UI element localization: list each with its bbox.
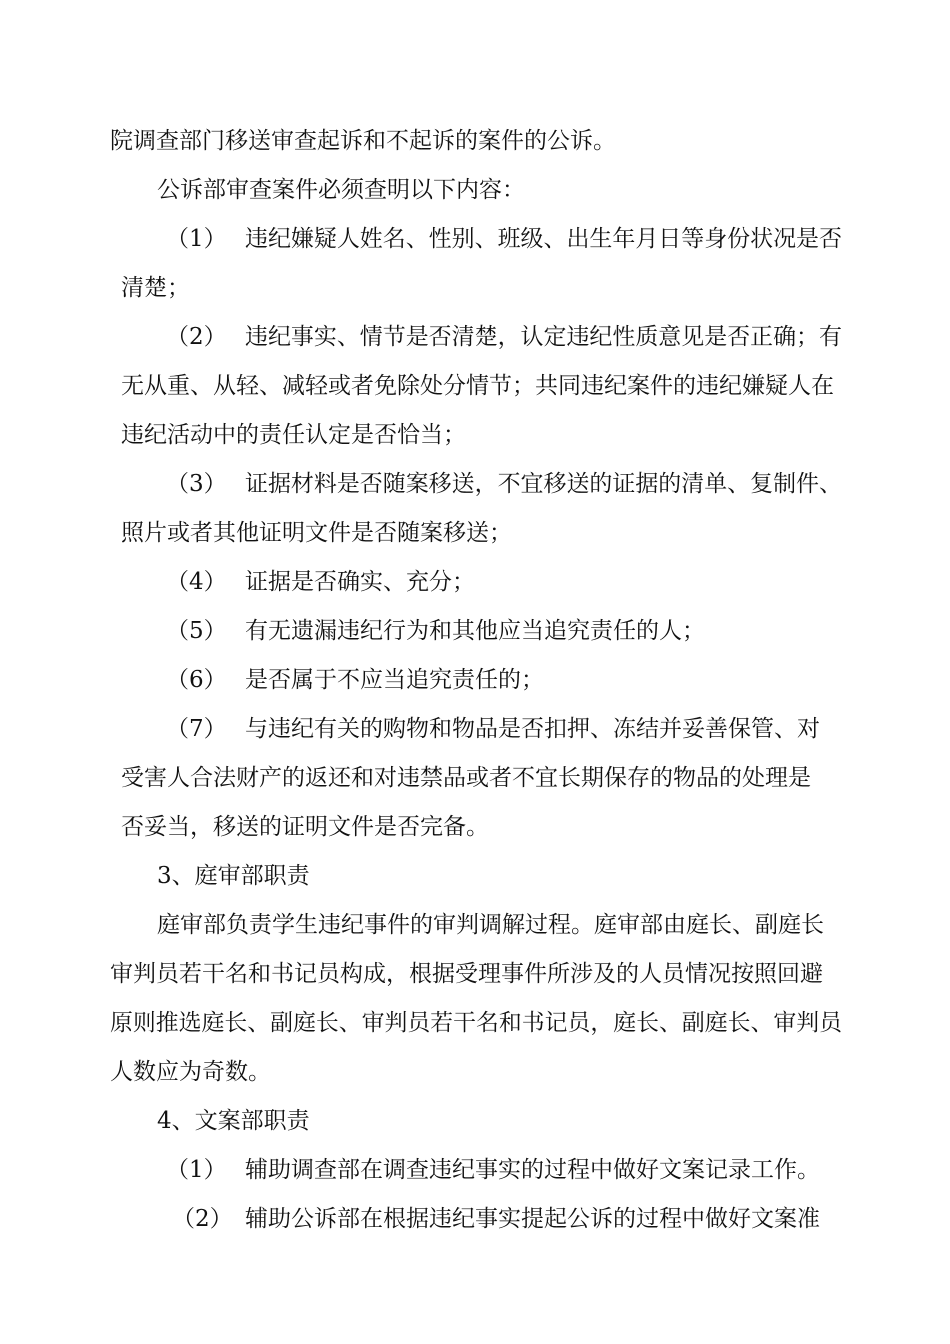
text-line: 清楚； [121,275,190,301]
text-line: 受害人合法财产的返还和对违禁品或者不宜长期保存的物品的处理是 [121,765,811,791]
item-number: （1） [166,1157,227,1183]
item-number: （2） [166,324,227,350]
text-line: 院调查部门移送审查起诉和不起诉的案件的公诉。 [110,128,616,154]
text-line: 证据是否确实、充分； [245,569,475,595]
item-number: （7） [166,716,227,742]
text-line: 无从重、从轻、减轻或者免除处分情节；共同违纪案件的违纪嫌疑人在 [121,373,834,399]
text-line: 违纪嫌疑人姓名、性别、班级、出生年月日等身份状况是否 [245,226,842,252]
text-line: 人数应为奇数。 [110,1059,271,1085]
item-number: （1） [166,226,227,252]
item-number: （5） [166,618,227,644]
text-line: 有无遗漏违纪行为和其他应当追究责任的人； [245,618,705,644]
text-line: 原则推选庭长、副庭长、审判员若干名和书记员，庭长、副庭长、审判员 [110,1010,843,1036]
text-line: 违纪活动中的责任认定是否恰当； [121,422,466,448]
text-line: 公诉部审查案件必须查明以下内容： [157,177,525,203]
text-line: 与违纪有关的购物和物品是否扣押、冻结并妥善保管、对 [245,716,820,742]
text-line: 照片或者其他证明文件是否随案移送； [121,520,512,546]
text-line: 否妥当，移送的证明文件是否完备。 [121,814,489,840]
section-heading: 3、庭审部职责 [157,863,310,889]
text-line: 违纪事实、情节是否清楚，认定违纪性质意见是否正确；有 [245,324,842,350]
item-number: （6） [166,667,227,693]
text-line: 证据材料是否随案移送，不宜移送的证据的清单、复制件、 [245,471,842,497]
text-line: 辅助调查部在调查违纪事实的过程中做好文案记录工作。 [245,1157,820,1183]
text-line: 审判员若干名和书记员构成，根据受理事件所涉及的人员情况按照回避 [110,961,823,987]
text-line: 是否属于不应当追究责任的； [245,667,544,693]
text-line: 辅助公诉部在根据违纪事实提起公诉的过程中做好文案准 [245,1206,820,1232]
item-number: （2） [172,1206,233,1232]
text-line: 庭审部负责学生违纪事件的审判调解过程。庭审部由庭长、副庭长 [157,912,824,938]
item-number: （3） [166,471,227,497]
item-number: （4） [166,569,227,595]
section-heading: 4、文案部职责 [157,1108,310,1134]
